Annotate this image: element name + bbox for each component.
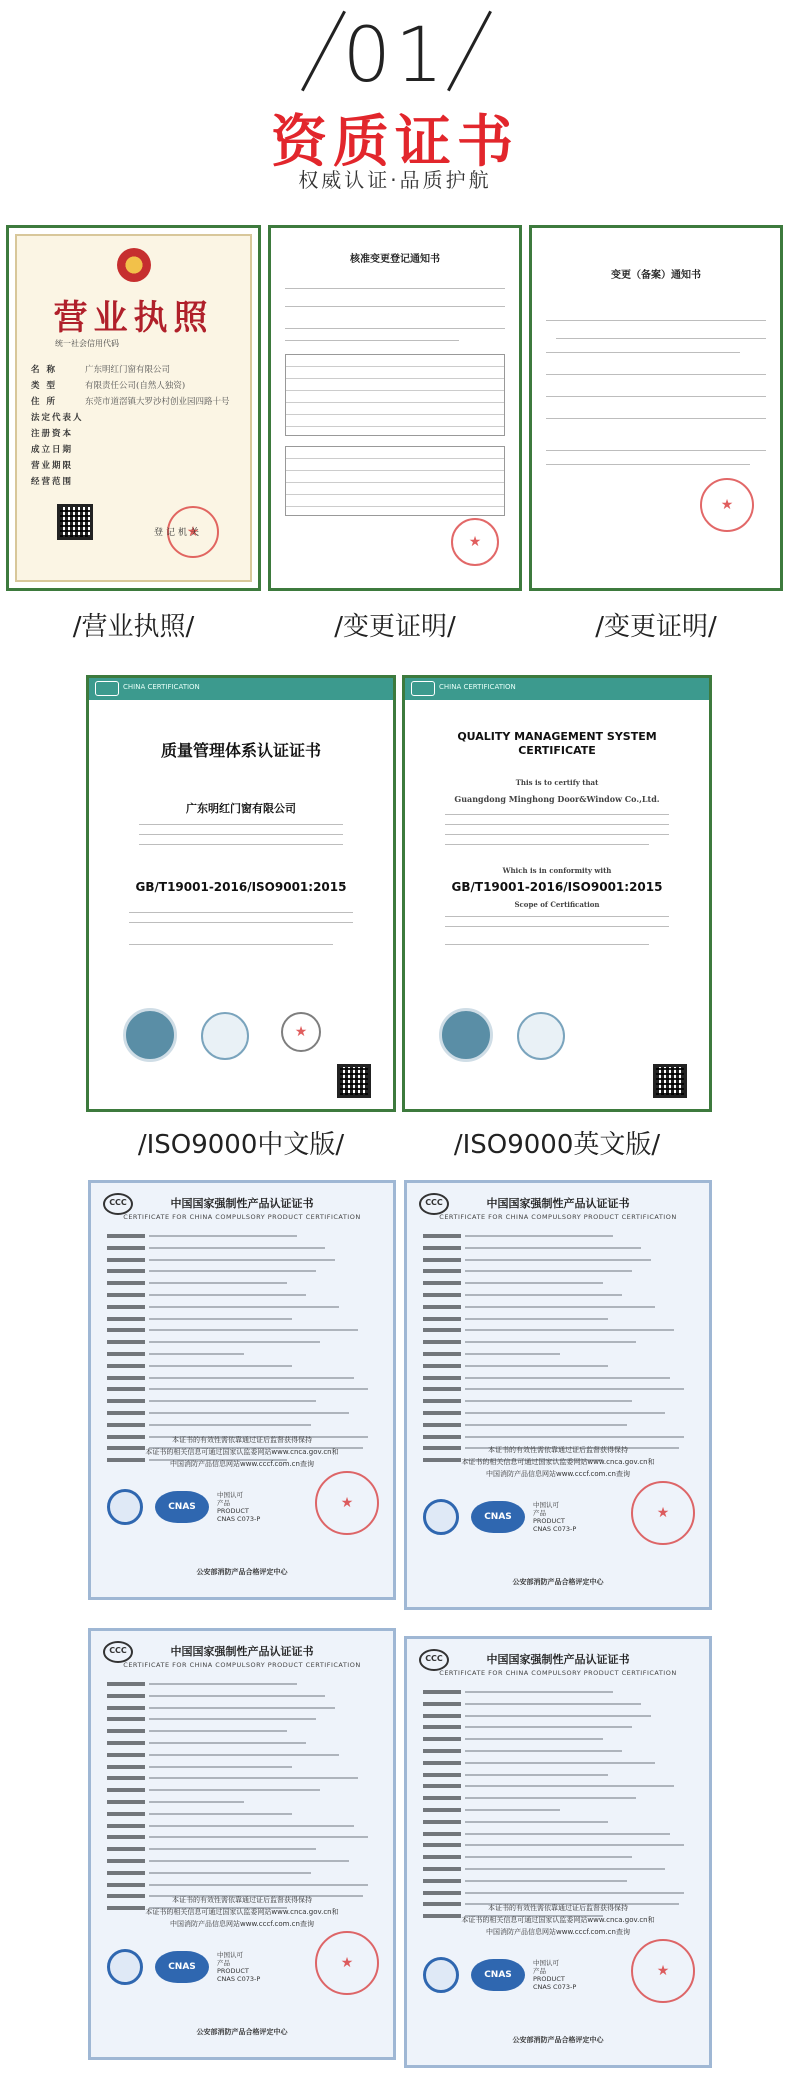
ccc-footer-line: 中国消防产品信息网站www.cccf.com.cn查询	[486, 1928, 630, 1936]
doc-rule	[285, 306, 505, 307]
ccc-title: 中国国家强制性产品认证证书	[486, 1197, 630, 1210]
license-field: 注册资本	[31, 429, 74, 439]
ccc-footer-line: 中国消防产品信息网站www.cccf.com.cn查询	[170, 1460, 314, 1468]
doc-rule	[546, 418, 766, 419]
ccc-logo-row	[107, 1949, 260, 1985]
iso-en-company: Guangdong Minghong Door&Window Co.,Ltd.	[454, 794, 660, 804]
cnas-logo-icon: CNAS	[471, 1501, 525, 1533]
ccc-footer-line: 本证书的相关信息可通过国家认监委网站www.cnca.gov.cn和	[145, 1448, 339, 1456]
qr-code-icon	[337, 1064, 371, 1098]
doc-rule	[445, 844, 649, 845]
ccc-detail-line	[423, 1361, 695, 1371]
certification-logo-icon	[439, 1008, 493, 1062]
ccc-detail-line	[423, 1770, 695, 1780]
ccc-detail-line	[107, 1314, 379, 1324]
section-header	[0, 0, 790, 200]
accreditation-logo-icon	[517, 1012, 565, 1060]
ccc-detail-line	[107, 1349, 379, 1359]
ccc-detail-line	[423, 1278, 695, 1288]
ccc-title: 中国国家强制性产品认证证书	[486, 1653, 630, 1666]
ccc-detail-line	[423, 1876, 695, 1886]
iso-header-band: CHINA CERTIFICATION	[89, 678, 393, 700]
license-field: 法定代表人	[31, 413, 84, 423]
doc-rule	[546, 450, 766, 451]
iso-cn-certificate-image	[86, 675, 396, 1112]
ccc-detail-line	[423, 1314, 695, 1324]
doc-rule	[285, 328, 505, 329]
ccc-detail-lines	[107, 1679, 379, 1915]
ccc-detail-line	[107, 1691, 379, 1701]
ccc-detail-line	[107, 1337, 379, 1347]
ccc-detail-line	[423, 1302, 695, 1312]
iso-en-standard: GB/T19001-2016/ISO9001:2015	[451, 880, 663, 894]
doc-rule	[285, 288, 505, 289]
ccc-footer-line: 本证书的有效性需依靠通过证后监督获得保持	[172, 1436, 312, 1444]
change-notice-image-1	[268, 225, 522, 591]
iso-header-band: CHINA CERTIFICATION	[405, 678, 709, 700]
red-seal-icon	[700, 478, 754, 532]
caption-iso-cn: /ISO9000中文版/	[137, 1130, 345, 1160]
section-title: 资质证书	[271, 110, 519, 175]
ccc-detail-line	[107, 1408, 379, 1418]
red-seal-icon	[451, 518, 499, 566]
ccc-detail-line	[423, 1888, 695, 1898]
ccc-detail-lines	[107, 1231, 379, 1467]
ccc-footer-line: 本证书的有效性需依靠通过证后监督获得保持	[488, 1446, 628, 1454]
national-emblem-icon	[117, 248, 151, 282]
notice-title: 变更（备案）通知书	[611, 270, 701, 281]
ccc-detail-line	[107, 1821, 379, 1831]
doc-rule	[445, 926, 669, 927]
ccc-detail-line	[423, 1722, 695, 1732]
cnas-text: 中国认可 产品 PRODUCT CNAS C073-P	[217, 1951, 261, 1983]
ccc-detail-line	[423, 1793, 695, 1803]
ccc-certificate-image	[88, 1628, 396, 2060]
ccc-detail-line	[423, 1408, 695, 1418]
ccc-detail-line	[423, 1758, 695, 1768]
ccc-subtitle: CERTIFICATE FOR CHINA COMPULSORY PRODUCT CERTIFICATION	[123, 1661, 361, 1669]
license-paper	[15, 234, 252, 582]
qr-code-icon	[653, 1064, 687, 1098]
doc-rule	[546, 374, 766, 375]
ccc-detail-line	[423, 1420, 695, 1430]
doc-rule	[445, 916, 669, 917]
ccc-detail-line	[423, 1384, 695, 1394]
ccc-detail-line	[107, 1785, 379, 1795]
ccc-detail-line	[107, 1714, 379, 1724]
license-credit-code: 统一社会信用代码	[55, 339, 119, 348]
doc-rule	[139, 834, 343, 835]
ccc-detail-line	[423, 1349, 695, 1359]
ccc-detail-line	[423, 1325, 695, 1335]
ccc-detail-line	[423, 1829, 695, 1839]
license-field: 营业期限	[31, 461, 74, 471]
ccc-detail-line	[107, 1266, 379, 1276]
ccc-subtitle: CERTIFICATE FOR CHINA COMPULSORY PRODUCT CERTIFICATION	[123, 1213, 361, 1221]
caption-change-notice-1: /变更证明/	[334, 612, 456, 642]
ccc-title: 中国国家强制性产品认证证书	[170, 1645, 314, 1658]
ccc-detail-line	[423, 1840, 695, 1850]
ccc-detail-line	[107, 1809, 379, 1819]
fire-product-logo-icon	[107, 1949, 143, 1985]
ccc-detail-line	[423, 1255, 695, 1265]
license-title: 营业执照	[53, 298, 214, 338]
red-seal-icon	[281, 1012, 321, 1052]
doc-rule	[445, 834, 669, 835]
ccc-detail-line	[423, 1337, 695, 1347]
ccc-detail-line	[423, 1864, 695, 1874]
ccc-subtitle: CERTIFICATE FOR CHINA COMPULSORY PRODUCT CERTIFICATION	[439, 1669, 677, 1677]
ccc-detail-line	[107, 1420, 379, 1430]
ccc-detail-line	[107, 1856, 379, 1866]
ccc-certificate-image	[88, 1180, 396, 1600]
doc-rule	[556, 338, 766, 339]
doc-rule	[285, 340, 459, 341]
ccc-detail-line	[107, 1290, 379, 1300]
ccc-detail-line	[423, 1734, 695, 1744]
license-field: 成立日期	[31, 445, 74, 455]
ccc-detail-line	[107, 1726, 379, 1736]
caption-iso-en: /ISO9000英文版/	[453, 1130, 661, 1160]
cnas-logo-icon: CNAS	[471, 1959, 525, 1991]
ccc-certificate-image	[404, 1180, 712, 1610]
ccc-detail-line	[423, 1396, 695, 1406]
doc-rule	[546, 320, 766, 321]
red-seal-icon	[315, 1471, 379, 1535]
caption-change-notice-2: /变更证明/	[595, 612, 717, 642]
license-fields	[31, 362, 251, 490]
ccc-footer-line: 本证书的相关信息可通过国家认监委网站www.cnca.gov.cn和	[145, 1908, 339, 1916]
ccc-detail-line	[107, 1384, 379, 1394]
ccc-detail-line	[423, 1373, 695, 1383]
doc-rule	[139, 844, 343, 845]
doc-rule	[129, 912, 353, 913]
iso-cn-company: 广东明红门窗有限公司	[186, 802, 296, 815]
iso-en-conformity: Which is in conformity with	[502, 866, 612, 875]
doc-rule	[445, 944, 649, 945]
ccc-detail-line	[423, 1746, 695, 1756]
ccc-detail-line	[423, 1817, 695, 1827]
cnas-text: 中国认可 产品 PRODUCT CNAS C073-P	[533, 1501, 577, 1533]
ccc-detail-line	[107, 1679, 379, 1689]
cnas-logo-icon: CNAS	[155, 1951, 209, 1983]
ccc-detail-lines	[423, 1687, 695, 1923]
ccc-detail-line	[423, 1852, 695, 1862]
ccc-detail-line	[107, 1762, 379, 1772]
ccc-detail-line	[107, 1278, 379, 1288]
ccc-certificate-image	[404, 1636, 712, 2068]
notice-title: 核准变更登记通知书	[350, 254, 440, 265]
ccc-subtitle: CERTIFICATE FOR CHINA COMPULSORY PRODUCT CERTIFICATION	[439, 1213, 677, 1221]
ccc-detail-line	[107, 1738, 379, 1748]
iso-en-title-line2: CERTIFICATE	[518, 744, 596, 757]
ccc-detail-line	[107, 1750, 379, 1760]
ccc-detail-line	[423, 1687, 695, 1697]
ccc-detail-line	[423, 1432, 695, 1442]
cnas-text: 中国认可 产品 PRODUCT CNAS C073-P	[217, 1491, 261, 1523]
ccc-detail-line	[107, 1255, 379, 1265]
red-seal-icon	[631, 1481, 695, 1545]
cnas-text: 中国认可 产品 PRODUCT CNAS C073-P	[533, 1959, 577, 1991]
ccc-detail-line	[107, 1231, 379, 1241]
business-license-image	[6, 225, 261, 591]
ccc-logo-row	[107, 1489, 260, 1525]
ccc-detail-line	[423, 1243, 695, 1253]
ccc-detail-line	[107, 1880, 379, 1890]
ccc-detail-line	[107, 1302, 379, 1312]
ccc-detail-line	[423, 1290, 695, 1300]
ccc-issuer: 公安部消防产品合格评定中心	[512, 2036, 604, 2044]
ccc-detail-line	[423, 1266, 695, 1276]
ccc-detail-line	[107, 1868, 379, 1878]
ccc-footer-line: 本证书的相关信息可通过国家认监委网站www.cnca.gov.cn和	[461, 1916, 655, 1924]
ccc-detail-lines	[423, 1231, 695, 1467]
doc-rule	[546, 464, 750, 465]
ccc-detail-line	[107, 1396, 379, 1406]
cnas-logo-icon: CNAS	[155, 1491, 209, 1523]
ccc-detail-line	[107, 1243, 379, 1253]
ccc-issuer: 公安部消防产品合格评定中心	[196, 1568, 288, 1576]
fire-product-logo-icon	[107, 1489, 143, 1525]
license-field: 类 型 有限责任公司(自然人独资)	[31, 381, 186, 391]
ccc-issuer: 公安部消防产品合格评定中心	[512, 1578, 604, 1586]
license-field: 经营范围	[31, 477, 74, 487]
fire-product-logo-icon	[423, 1499, 459, 1535]
license-field: 住 所 东莞市道滘镇大罗沙村创业园四路十号	[31, 397, 230, 407]
ccc-detail-line	[423, 1699, 695, 1709]
ccc-detail-line	[107, 1361, 379, 1371]
ccc-logo-row	[423, 1957, 576, 1993]
ccc-footer-line: 本证书的有效性需依靠通过证后监督获得保持	[172, 1896, 312, 1904]
red-seal-icon	[315, 1931, 379, 1995]
ccc-detail-line	[423, 1781, 695, 1791]
qr-code-icon	[57, 504, 93, 540]
ccc-detail-line	[423, 1231, 695, 1241]
iso-cn-standard: GB/T19001-2016/ISO9001:2015	[135, 880, 347, 894]
ccc-footer-line: 中国消防产品信息网站www.cccf.com.cn查询	[170, 1920, 314, 1928]
doc-rule	[129, 922, 353, 923]
ccc-footer-line: 本证书的相关信息可通过国家认监委网站www.cnca.gov.cn和	[461, 1458, 655, 1466]
ccc-detail-line	[107, 1797, 379, 1807]
section-subtitle: 权威认证·品质护航	[298, 168, 492, 192]
notice-table	[285, 354, 505, 436]
ccc-detail-line	[107, 1844, 379, 1854]
ccc-logo-row	[423, 1499, 576, 1535]
doc-rule	[445, 814, 669, 815]
caption-business-license: /营业执照/	[72, 612, 195, 642]
red-seal-icon	[631, 1939, 695, 2003]
ccc-footer-line: 本证书的有效性需依靠通过证后监督获得保持	[488, 1904, 628, 1912]
section-number: 01	[342, 10, 448, 99]
iso-cn-title: 质量管理体系认证证书	[160, 741, 321, 760]
ccc-detail-line	[423, 1711, 695, 1721]
ccc-issuer: 公安部消防产品合格评定中心	[196, 2028, 288, 2036]
ccc-detail-line	[107, 1773, 379, 1783]
ccc-detail-line	[423, 1805, 695, 1815]
doc-rule	[546, 352, 740, 353]
iso-en-certificate-image	[402, 675, 712, 1112]
ccc-footer-line: 中国消防产品信息网站www.cccf.com.cn查询	[486, 1470, 630, 1478]
ccc-detail-line	[107, 1703, 379, 1713]
iso-en-scope-label: Scope of Certification	[514, 900, 600, 909]
certification-logo-icon	[123, 1008, 177, 1062]
change-notice-image-2	[529, 225, 783, 591]
ccc-detail-line	[107, 1832, 379, 1842]
doc-rule	[129, 944, 333, 945]
notice-table	[285, 446, 505, 516]
ccc-detail-line	[107, 1373, 379, 1383]
license-field: 名 称 广东明红门窗有限公司	[31, 365, 171, 375]
doc-rule	[445, 824, 669, 825]
fire-product-logo-icon	[423, 1957, 459, 1993]
iso-en-title-line1: QUALITY MANAGEMENT SYSTEM	[457, 730, 657, 743]
ccc-title: 中国国家强制性产品认证证书	[170, 1197, 314, 1210]
accreditation-logo-icon	[201, 1012, 249, 1060]
iso-en-certify: This is to certify that	[515, 778, 599, 787]
license-registrar: 登记机关	[153, 528, 202, 538]
doc-rule	[139, 824, 343, 825]
ccc-detail-line	[107, 1325, 379, 1335]
doc-rule	[546, 396, 766, 397]
